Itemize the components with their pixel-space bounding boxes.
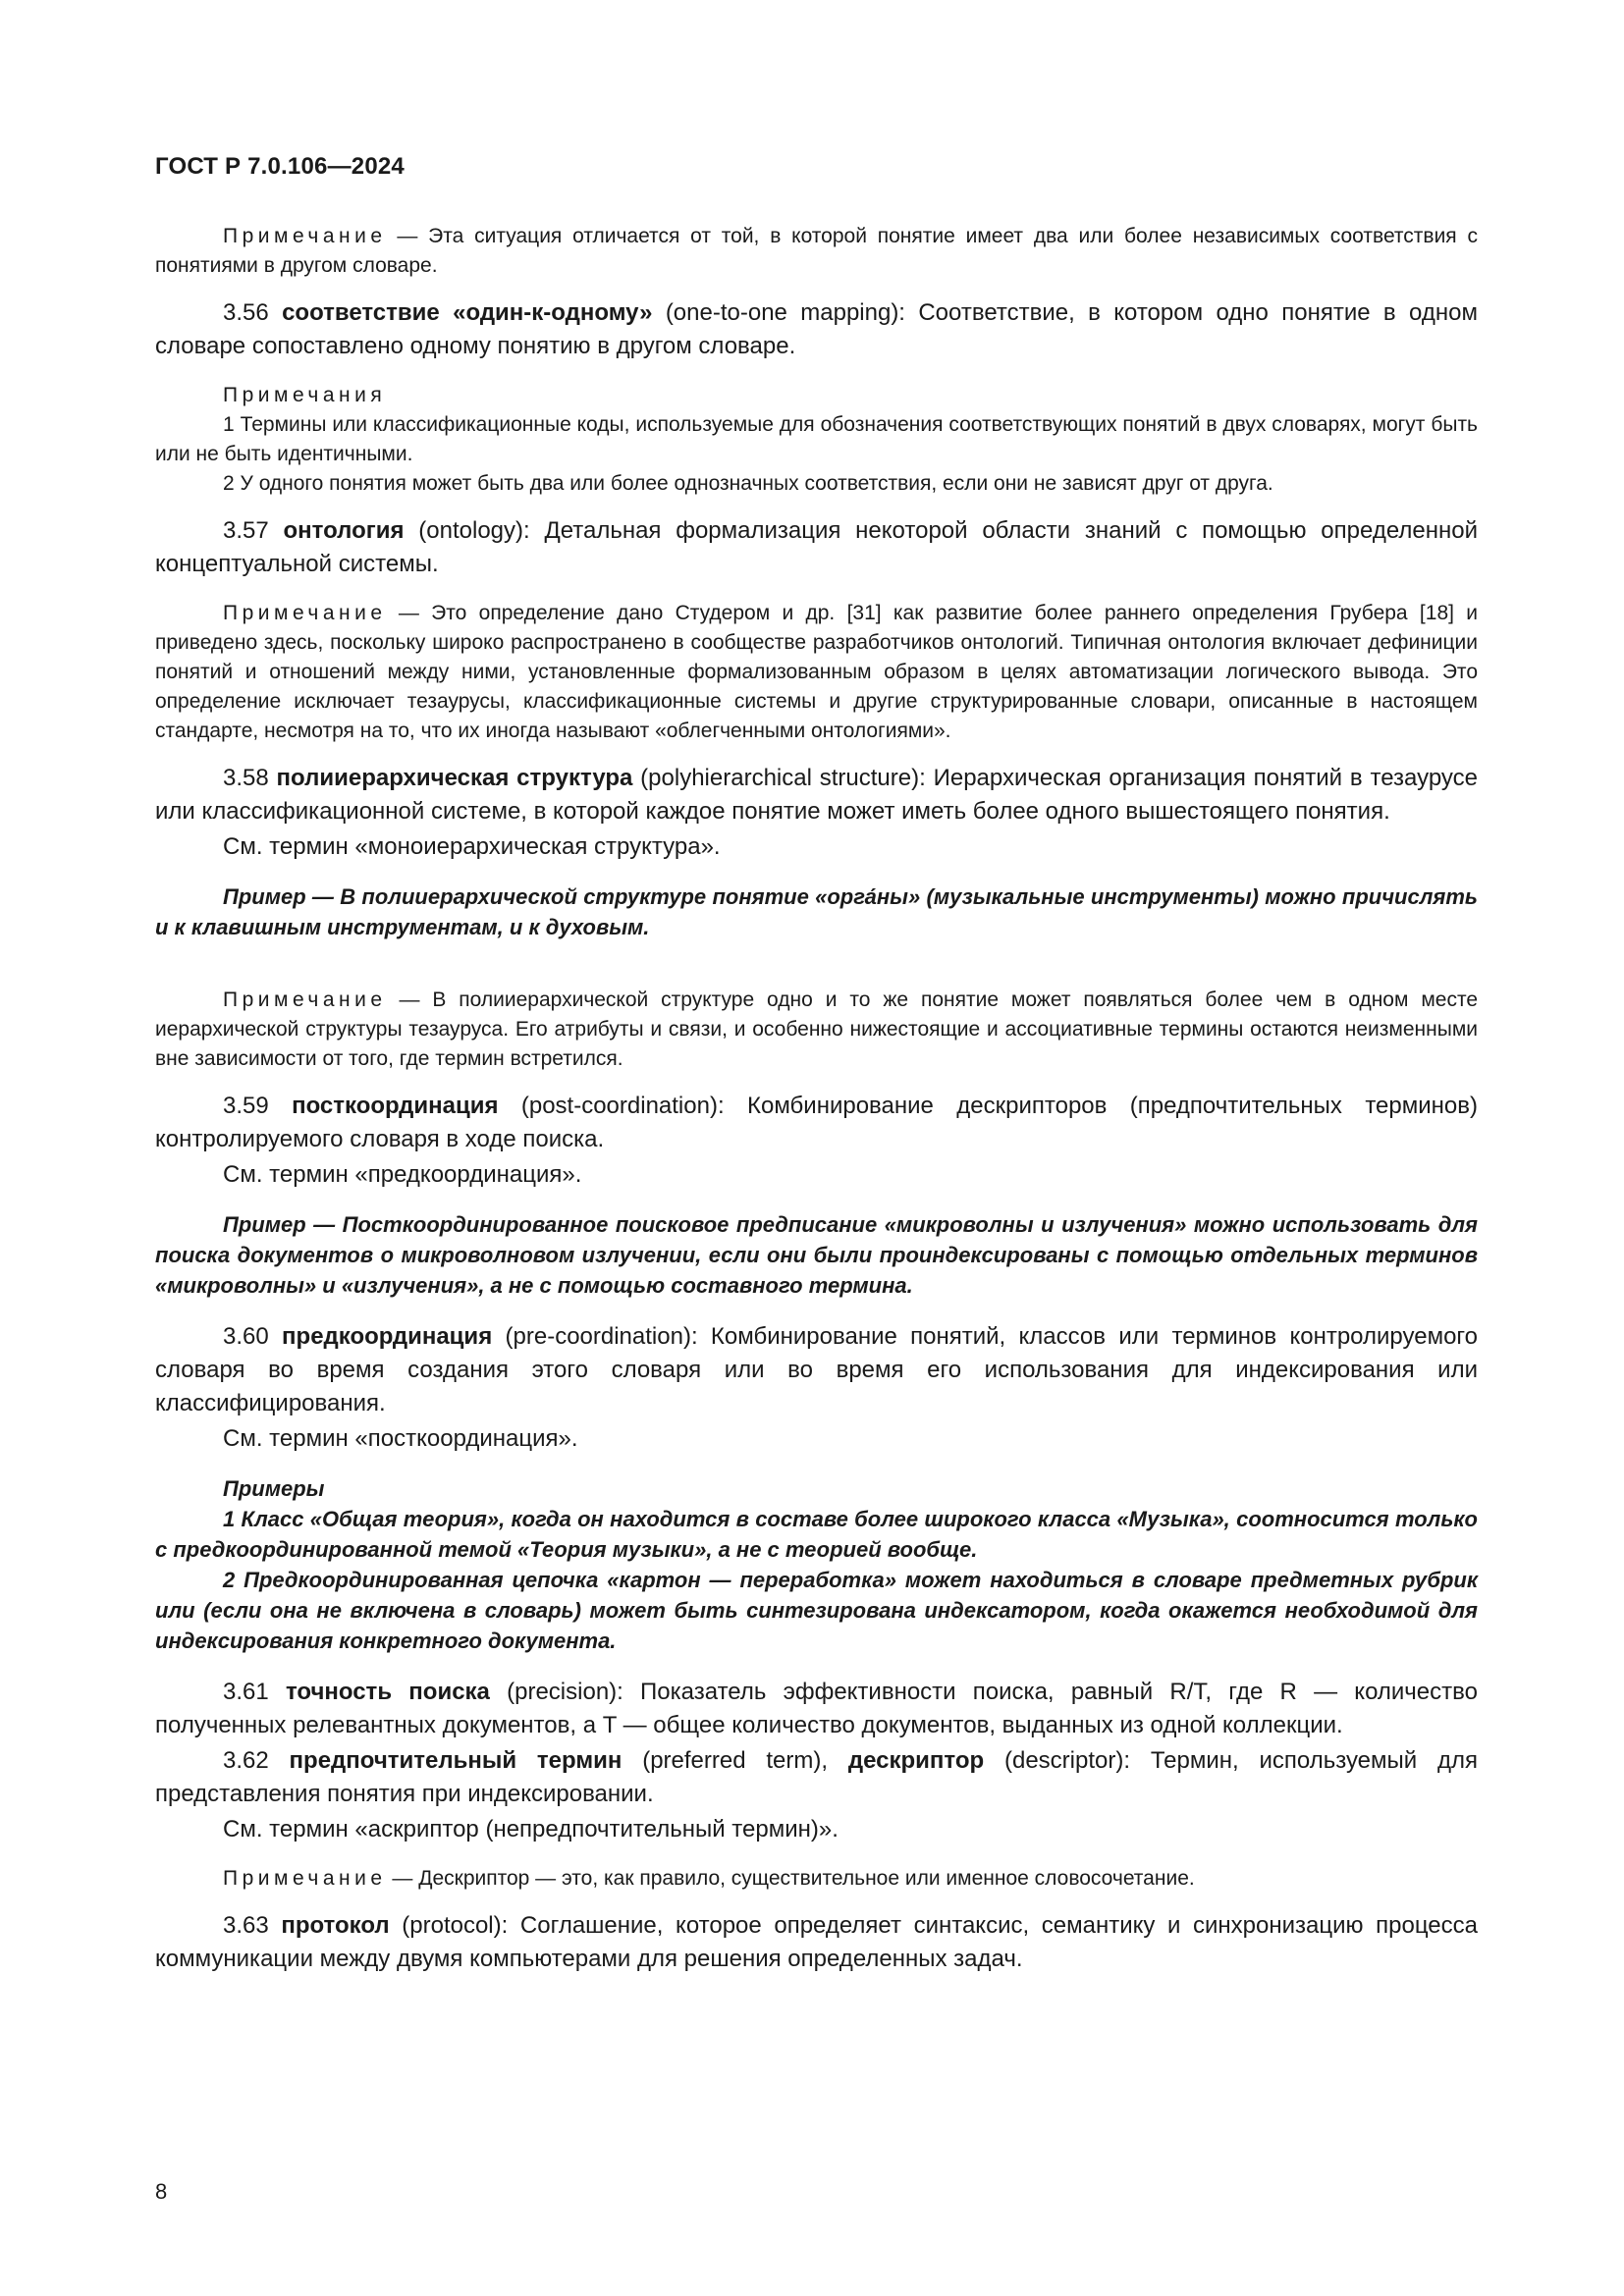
- note-text: — Эта ситуация отличается от той, в которой понятие имеет два или более независимых соответствия с понятиями в другом словаре.: [155, 225, 1478, 277]
- example: Пример — Посткоординированное поисковое предписание «микроволны и излучения» можно использовать для поиска документов о микроволновом излучении, если они были проиндексированы с помощью отдельных терминов «микроволны» и «излучения», а не с помощью составного термина.: [155, 1212, 1478, 1298]
- note-item: 2 У одного понятия может быть два или более однозначных соответствия, если они не зависят друг от друга.: [223, 472, 1273, 495]
- spacer: [155, 365, 1478, 381]
- term-3-57: [155, 514, 1478, 581]
- term-number: 3.63: [223, 1912, 282, 1939]
- term-3-56: [155, 296, 1478, 363]
- term-number: 3.56: [223, 299, 283, 326]
- note: [155, 222, 1478, 281]
- example-item: 1 Класс «Общая теория», когда он находится в составе более широкого класса «Музыка», соотносится только с предкоординированной темой «Теория музыки», а не с теорией вообще.: [155, 1507, 1478, 1562]
- term-number: 3.61: [223, 1679, 286, 1705]
- note: [155, 1864, 1478, 1894]
- note-label: Примечание: [223, 1867, 387, 1890]
- spacer: [155, 583, 1478, 599]
- examples-heading: Примеры: [223, 1476, 325, 1501]
- term-name: соответствие «один-к-одному»: [282, 299, 653, 326]
- note-item: 1 Термины или классификационные коды, используемые для обозначения соответствующих понятий в двух словарях, могут быть или не быть идентичными.: [155, 413, 1478, 465]
- term-name: посткоординация: [292, 1093, 499, 1119]
- page-number: 8: [155, 2179, 168, 2204]
- see-also: См. термин «аскриптор (непредпочтительный термин)».: [223, 1816, 839, 1842]
- standard-header: ГОСТ Р 7.0.106—2024: [155, 153, 405, 180]
- term-name: онтология: [283, 517, 405, 544]
- term-3-60: [155, 1320, 1478, 1420]
- term-number: 3.59: [223, 1093, 293, 1119]
- see-also: См. термин «моноиерархическая структура».: [223, 833, 721, 860]
- term-3-59: [155, 1090, 1478, 1156]
- term-name: точность поиска: [285, 1679, 490, 1705]
- term-3-62: [155, 1744, 1478, 1811]
- term-number: 3.60: [223, 1323, 283, 1350]
- term-definition: (post-coordination): Комбинирование дескрипторов (предпочтительных терминов) контролируемого словаря в ходе поиска.: [155, 1093, 1478, 1152]
- see-also: См. термин «предкоординация».: [223, 1161, 582, 1188]
- term-definition: (protocol): Соглашение, которое определяет синтаксис, семантику и синхронизацию процесса коммуникации между двумя компьютерами для решения определенных задач.: [155, 1912, 1478, 1972]
- note: [155, 986, 1478, 1074]
- term-definition: (polyhierarchical structure): Иерархическая организация понятий в тезаурусе или классификационной системе, в которой каждое понятие может иметь более одного вышестоящего понятия.: [155, 765, 1478, 825]
- term-3-61: [155, 1676, 1478, 1742]
- term-definition: (ontology): Детальная формализация некоторой области знаний с помощью определенной концептуальной системы.: [155, 517, 1478, 577]
- term-synonym: дескриптор: [847, 1747, 985, 1774]
- term-name: предкоординация: [282, 1323, 493, 1350]
- page-content: [155, 222, 1478, 1978]
- example: Пример — В полииерархической структуре понятие «орга́ны» (музыкальные инструменты) можно причислять и к клавишным инструментам, и к духовым.: [155, 884, 1478, 939]
- term-english: (preferred term),: [622, 1747, 848, 1774]
- term-number: 3.57: [223, 517, 284, 544]
- see-also: См. термин «посткоординация».: [223, 1425, 578, 1452]
- term-name: полииерархическая структура: [276, 765, 633, 791]
- note-label: Примечание: [223, 988, 387, 1011]
- term-definition: (one-to-one mapping): Соответствие, в котором одно понятие в одном словаре сопоставлено одному понятию в другом словаре.: [155, 299, 1478, 359]
- term-name: протокол: [281, 1912, 390, 1939]
- term-number: 3.62: [223, 1747, 290, 1774]
- example-item: 2 Предкоординированная цепочка «картон — переработка» может находиться в словаре предметных рубрик или (если она не включена в словарь) может быть синтезирована индексатором, когда окажется необходимой для индексирования конкретного документа.: [155, 1568, 1478, 1653]
- term-3-63: [155, 1909, 1478, 1976]
- note: [155, 599, 1478, 746]
- term-3-58: [155, 762, 1478, 828]
- notes-heading: Примечания: [223, 384, 387, 406]
- term-definition: (pre-coordination): Комбинирование понятий, классов или терминов контролируемого словаря во время создания этого словаря или во время его использования для индексирования или классифицирования.: [155, 1323, 1478, 1416]
- note-text: — Дескриптор — это, как правило, существительное или именное словосочетание.: [386, 1867, 1195, 1890]
- note-text: — В полииерархической структуре одно и то же понятие может появляться более чем в одном месте иерархической структуры тезауруса. Его атрибуты и связи, и особенно нижестоящие и ассоциативные термины остаются неизменными вне зависимости от того, где термин встретился.: [155, 988, 1478, 1070]
- term-definition: (descriptor): Термин, используемый для представления понятия при индексировании.: [155, 1747, 1478, 1807]
- note-label: Примечание: [223, 225, 387, 247]
- note-text: — Это определение дано Студером и др. [31] как развитие более раннего определения Грубера [18] и приведено здесь, поскольку широко распространено в сообществе разработчиков онтологий. Типичная онтология включает дефиниции понятий и отношений между ними, установленные формализованным образом в целях автоматизации логического вывода. Это определение исключает тезаурусы, классификационные системы и другие структурированные словари, описанные в настоящем стандарте, несмотря на то, что их иногда называют «облегченными онтологиями».: [155, 602, 1478, 742]
- term-definition: (precision): Показатель эффективности поиска, равный R/T, где R — количество полученных релевантных документов, а T — общее количество документов, выданных из одной коллекции.: [155, 1679, 1478, 1738]
- term-number: 3.58: [223, 765, 277, 791]
- term-name: предпочтительный термин: [289, 1747, 623, 1774]
- note-label: Примечание: [223, 602, 387, 624]
